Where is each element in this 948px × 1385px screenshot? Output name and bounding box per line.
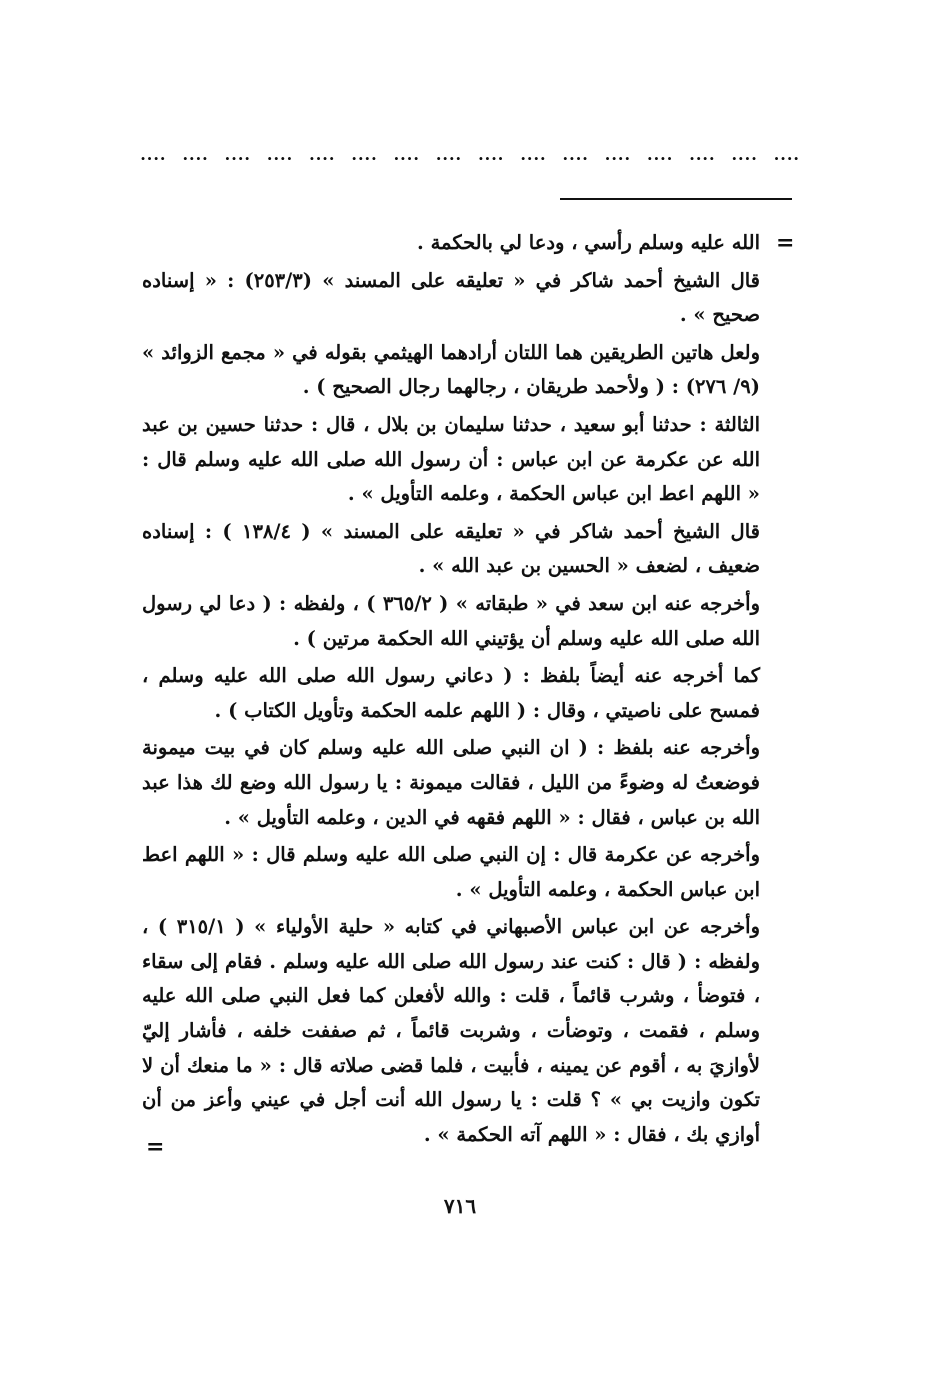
- header-dots: ....: [435, 145, 463, 164]
- header-dots: ....: [604, 145, 632, 164]
- header-dots: ....: [520, 145, 547, 164]
- header-dots: ....: [393, 145, 420, 164]
- header-dots: ....: [266, 145, 294, 164]
- header-dots: ....: [224, 145, 251, 164]
- header-dots: ....: [182, 145, 209, 164]
- header-dots: ....: [773, 145, 800, 164]
- header-dots: ....: [478, 145, 505, 164]
- header-dots: ....: [689, 145, 716, 164]
- footnote-text-block: [142, 226, 760, 1155]
- header-dots: ....: [647, 145, 674, 164]
- paragraph: وأخرجه عن عكرمة قال : إن النبي صلى الله عليه وسلم قال : « اللهم اعط ابن عباس الحكمة ، وعلمه التأويل » .: [142, 843, 760, 901]
- paragraph: ولعل هاتين الطريقين هما اللتان أرادهما الهيثمي بقوله في « مجمع الزوائد » (٩/ ٢٧٦) : ( ولأحمد طريقان ، رجالهما رجال الصحيح ) .: [142, 340, 760, 399]
- header-dots: ....: [140, 145, 167, 164]
- footnote-separator-rule: [560, 198, 792, 200]
- paragraph: الثالثة : حدثنا أبو سعيد ، حدثنا سليمان بن بلال ، قال : حدثنا حسين بن عبد الله عن عكرمة عن ابن عباس : أن رسول الله صلى الله عليه وسلم قال : « اللهم اعط ابن عباس الحكمة ، وعلمه التأويل » .: [142, 412, 760, 506]
- header-dots: ....: [731, 145, 758, 164]
- paragraph: قال الشيخ أحمد شاكر في « تعليقه على المسند » ( ١٣٨/٤ ) : إسناده ضعيف ، لضعف « الحسين بن عبد الله » .: [142, 519, 760, 578]
- header-dotted-line: [140, 145, 800, 164]
- paragraph: قال الشيخ أحمد شاكر في « تعليقه على المسند » (٢٥٣/٣) : « إسناده صحيح » .: [142, 268, 760, 327]
- continuation-mark-top: =: [776, 230, 795, 256]
- paragraph: وأخرجه عن ابن عباس الأصبهاني في كتابه « حلية الأولياء » ( ٣١٥/١ ) ، ولفظه : ( قال : كنت عند رسول الله صلى الله عليه وسلم . فقام إلى سقاء ، فتوضأ ، وشرب قائماً ، قلت : والله لأفعلن كما فعل النبي صلى الله عليه وسلم ، فقمت ، وتوضأت ، وشربت قائماً ، ثم صففت خلفه ، فأشار إليّ لأوازيَ به ، أقوم عن يمينه ، فأبيت ، فلما قضى صلاته قال : « ما منعك أن لا تكون وازيت بي » ؟ قلت : يا رسول الله أنت أجل في عيني وأعز من أن أوازي بك ، فقال : « اللهم آته الحكمة » .: [142, 915, 760, 1146]
- header-dots: ....: [562, 145, 589, 164]
- paragraph: وأخرجه عنه بلفظ : ( ان النبي صلى الله عليه وسلم كان في بيت ميمونة فوضعتُ له وضوءً من الليل ، فقالت ميمونة : يا رسول الله وضع لك هذا عبد الله بن عباس ، فقال : « اللهم فقهه في الدين ، وعلمه التأويل » .: [142, 736, 760, 829]
- header-dots: ....: [309, 145, 336, 164]
- continuation-mark-bottom: =: [146, 1134, 165, 1160]
- page-number: ٧١٦: [443, 1194, 477, 1218]
- paragraph: كما أخرجه عنه أيضاً بلفظ : ( دعاني رسول الله صلى الله عليه وسلم ، فمسح على ناصيتي ، وقال : ( اللهم علمه الحكمة وتأويل الكتاب ) .: [142, 664, 760, 722]
- paragraph: وأخرجه عنه ابن سعد في « طبقاته » ( ٣٦٥/٢ ) ، ولفظه : ( دعا لي رسول الله صلى الله عليه وسلم أن يؤتيني الله الحكمة مرتين ) .: [142, 591, 760, 650]
- header-dots: ....: [351, 145, 378, 164]
- paragraph: الله عليه وسلم رأسي ، ودعا لي بالحكمة .: [417, 231, 760, 254]
